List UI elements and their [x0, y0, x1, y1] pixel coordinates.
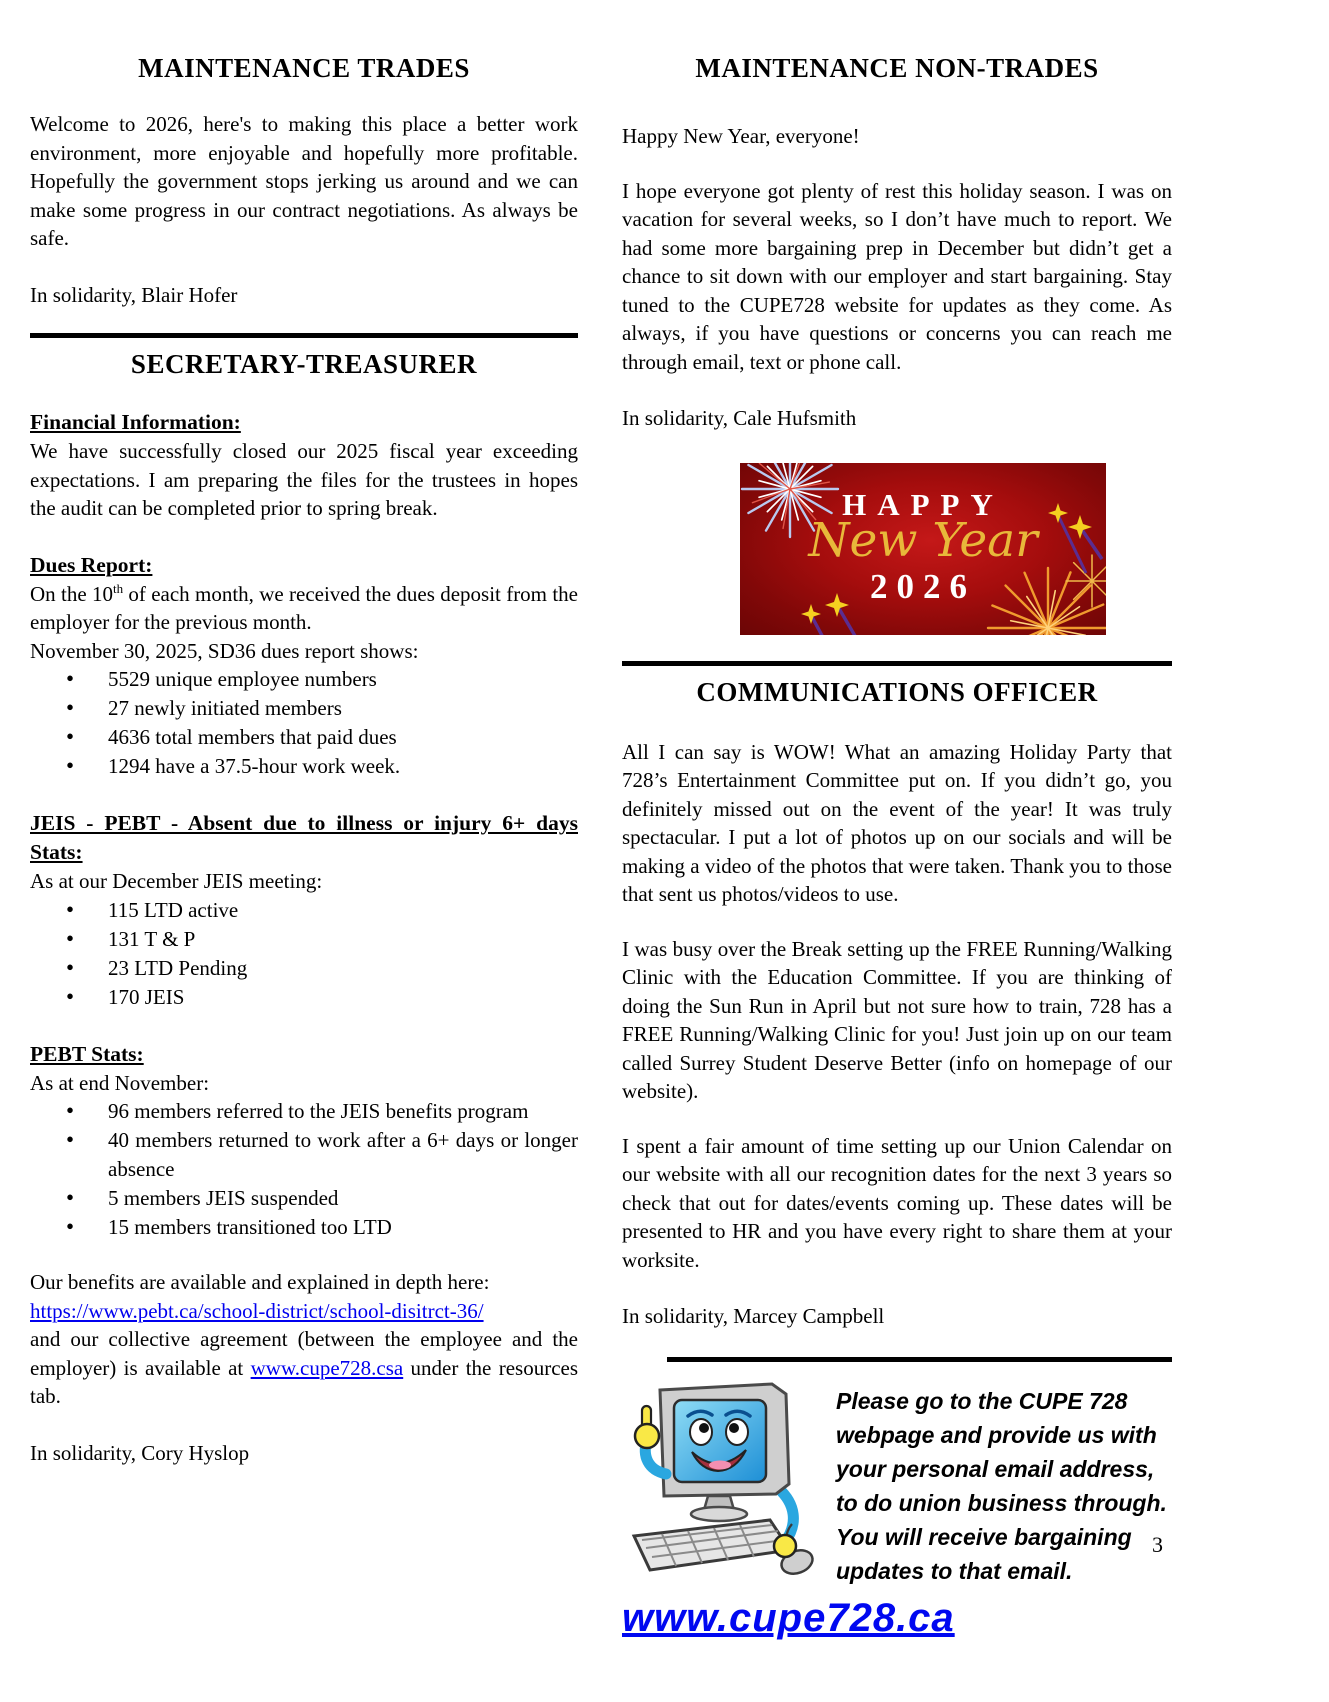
right-column	[622, 40, 1172, 1641]
dues-bullet-list	[30, 665, 578, 781]
agreement-pre: and our collective agreement (between the employee and the employer) is available at	[30, 1327, 578, 1380]
financial-information-body: We have successfully closed our 2025 fiscal year exceeding expectations. I am preparing the files for the trustees in hopes the audit can be completed prior to spring break.	[30, 439, 578, 520]
maintenance-trades-title: MAINTENANCE TRADES	[138, 53, 470, 83]
maintenance-trades-body: Welcome to 2026, here's to making this place a better work environment, more enjoyable and hopefully more profitable. Hopefully the government stops jerking us around and we can make some progress in our contract negotiations. As always be safe.	[30, 112, 578, 250]
cupe728-website-link[interactable]: www.cupe728.ca	[622, 1595, 955, 1640]
communications-para3: I spent a fair amount of time setting up our Union Calendar on our website with all our recognition dates for the next 3 years so check that out for dates/events coming up. These dates will be presented to HR and you have every right to share them at your worksite.	[622, 1133, 1172, 1272]
list-item: • 5 members JEIS suspended	[66, 1184, 578, 1213]
list-item: • 115 LTD active	[66, 896, 578, 925]
list-item: • 23 LTD Pending	[66, 954, 578, 983]
list-item: • 27 newly initiated members	[66, 694, 578, 723]
pebt-intro: As at end November:	[30, 1070, 210, 1095]
cupe728-csa-link[interactable]: www.cupe728.csa	[250, 1355, 404, 1380]
banner-line-2026: 2026	[870, 566, 976, 606]
maintenance-trades-signoff: In solidarity, Blair Hofer	[30, 282, 238, 307]
jeis-intro: As at our December JEIS meeting:	[30, 869, 323, 893]
jeis-pebt-heading-line2: Stats:	[30, 840, 83, 864]
dues-report-heading: Dues Report:	[30, 552, 153, 577]
communications-signoff: In solidarity, Marcey Campbell	[622, 1304, 885, 1328]
divider	[622, 661, 1172, 666]
pebt-bullet-list	[30, 1097, 578, 1242]
divider	[667, 1357, 1172, 1362]
non-trades-greeting: Happy New Year, everyone!	[622, 124, 860, 148]
secretary-treasurer-title: SECRETARY-TREASURER	[130, 349, 478, 379]
jeis-bullet-list	[30, 896, 578, 1012]
dues-report-body	[30, 580, 578, 637]
list-item: • 15 members transitioned too LTD	[66, 1213, 578, 1242]
list-item: • 170 JEIS	[66, 983, 578, 1012]
list-item: • 40 members returned to work after a 6+ days or longer absence	[66, 1126, 578, 1184]
divider	[30, 333, 578, 338]
list-item: • 96 members referred to the JEIS benefits program	[66, 1097, 578, 1126]
happy-new-year-2026-image	[740, 463, 1106, 635]
list-item: • 4636 total members that paid dues	[66, 723, 578, 752]
non-trades-body: I hope everyone got plenty of rest this holiday season. I was on vacation for several weeks, so I don’t have much to report. We had some more bargaining prep in December but didn’t get a chance to sit down with our employer and start bargaining. Stay tuned to the CUPE728 website for updates as they come. As always, if you have questions or concerns you can reach me through email, text or phone call.	[622, 178, 1172, 374]
benefits-line: Our benefits are available and explained in depth here:	[30, 1270, 490, 1294]
maintenance-non-trades-title: MAINTENANCE NON-TRADES	[695, 53, 1099, 83]
financial-information-heading: Financial Information:	[30, 410, 241, 434]
pebt-link[interactable]: https://www.pebt.ca/school-district/school-disitrct-36/	[30, 1298, 484, 1323]
secretary-treasurer-signoff: In solidarity, Cory Hyslop	[30, 1440, 250, 1465]
banner-line-new-year: New Year	[808, 512, 1038, 568]
page-number: 3	[1152, 1532, 1163, 1557]
ordinal-superscript: th	[112, 580, 124, 596]
list-item: • 1294 have a 37.5-hour work week.	[66, 752, 578, 781]
left-column	[30, 40, 578, 1467]
list-item: • 5529 unique employee numbers	[66, 665, 578, 694]
email-callout	[622, 1378, 1172, 1588]
email-callout-text: Please go to the CUPE 728 webpage and provide us with your personal email address, to do union business through. You will receive bargaining updates to that email.	[836, 1387, 1167, 1584]
list-item: • 131 T & P	[66, 925, 578, 954]
communications-para2: I was busy over the Break setting up the FREE Running/Walking Clinic with the Education Committee. If you are thinking of doing the Sun Run in April but not sure how to train, 728 has a FREE Running/Walking Clinic for you! Just join up on our team called Surrey Student Deserve Better (info on homepage of our website).	[622, 936, 1172, 1103]
benefits-paragraph	[30, 1268, 578, 1411]
jeis-pebt-heading-line1: JEIS - PEBT - Absent due to illness or injury 6+ days	[30, 811, 578, 835]
banner-line-happy: HAPPY	[842, 486, 1004, 522]
dues-text-post: of each month, we received the dues deposit from the employer for the previous month.	[30, 581, 578, 634]
non-trades-signoff: In solidarity, Cale Hufsmith	[622, 406, 857, 430]
communications-para1: All I can say is WOW! What an amazing Holiday Party that 728’s Entertainment Committee put on. If you didn’t go, you definitely missed out on the event of the year! It was truly spectacular. I put a lot of photos up on our socials and will be making a video of the photos that were taken. Thank you to those that sent us photos/videos to use.	[622, 739, 1172, 906]
pebt-stats-heading: PEBT Stats:	[30, 1041, 144, 1066]
computer-mascot-image	[622, 1378, 822, 1588]
communications-officer-title: COMMUNICATIONS OFFICER	[696, 676, 1098, 707]
dues-text-pre: On the 10	[30, 581, 113, 606]
jeis-pebt-heading	[30, 809, 578, 867]
agreement-post: under the resources tab.	[30, 1355, 579, 1408]
dues-report-line2: November 30, 2025, SD36 dues report shows:	[30, 638, 419, 663]
